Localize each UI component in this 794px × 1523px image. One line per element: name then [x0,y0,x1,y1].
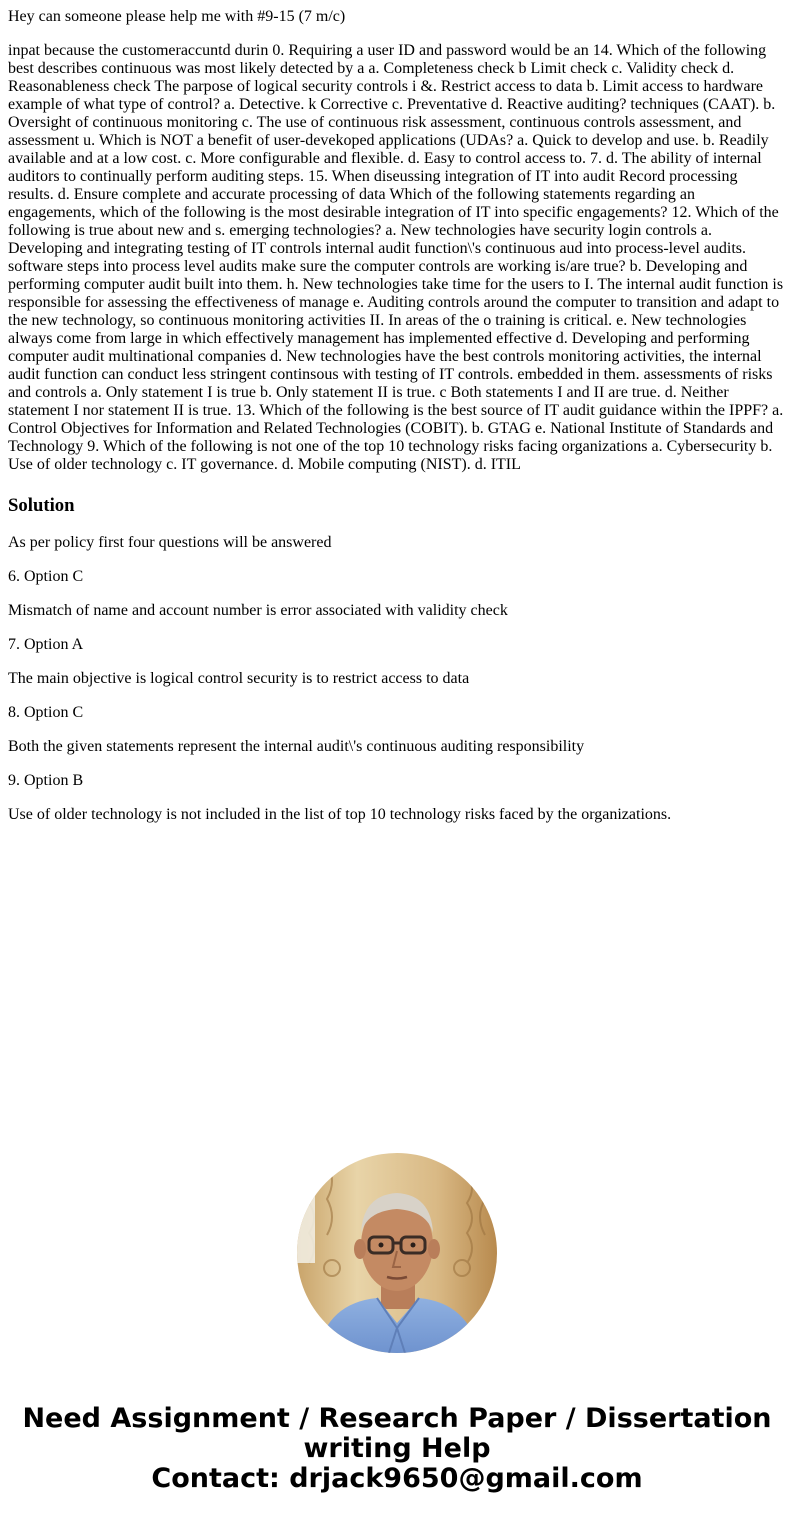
solution-heading: Solution [8,495,75,516]
answer-6-explanation: Mismatch of name and account number is error associated with validity check [8,602,508,619]
solution-intro: As per policy first four questions will be answered [8,534,332,551]
tutor-portrait-icon [297,1153,497,1353]
tutor-avatar [297,1153,497,1353]
promo-banner [0,1404,794,1494]
answer-9-option: 9. Option B [8,772,84,789]
question-title: Hey can someone please help me with #9-15 (7 m/c) [8,8,346,25]
answer-9-explanation: Use of older technology is not included in the list of top 10 technology risks faced by the organizations. [8,806,672,823]
promo-line-1: Need Assignment / Research Paper / Dissertation [22,1403,772,1434]
answer-8-explanation: Both the given statements represent the internal audit\'s continuous auditing responsibility [8,738,585,755]
question-body: inpat because the customeraccuntd durin 0. Requiring a user ID and password would be an 14. Which of the following best describes continuous was most likely detected by a a. Completeness check b Limit check c. Validity check d. Reasonableness check The parpose of logical security controls i &. Restrict access to data b. Limit access to hardware example of what type of control? a. Detective. k Corrective c. Preventative d. Reactive auditing? techniques (CAAT). b. Oversight of continuous monitoring c. The use of continuous risk assessment, continuous controls assessment, and assessment u. Which is NOT a benefit of user-devekoped applications (UDAs? a. Quick to develop and use. b. Readily available and at a low cost. c. More configurable and flexible. d. Easy to control access to. 7. d. The ability of internal auditors to continually perform auditing steps. 15. When diseussing integration of IT into audit Record processing results. d. Ensure complete and accurate processing of data Which of the following statements regarding an engagements, which of the following is the most desirable integration of IT into specific engagements? 12. Which of the following is true about new and s. emerging technologies? a. New technologies have security login controls a. Developing and integrating testing of IT controls internal audit function\'s continuous aud into process-level audits. software steps into process level audits make sure the computer controls are working is/are true? b. Developing and performing computer audit built into them. h. New technologies take time for the users to I. The internal audit function is responsible for assessing the effectiveness of manage e. Auditing controls around the computer to transition and adapt to the new technology, so continuous monitoring activities II. In areas of the o training is critical. e. New technologies always come from large in which effectively management has implemented effective d. Developing and performing computer audit multinational companies d. New technologies have the best controls monitoring activities, the internal audit function can conduct less stringent continsous with testing of IT controls. embedded in them. assessments of risks and controls a. Only statement I is true b. Only statement II is true. c Both statements I and II are true. d. Neither statement I nor statement II is true. 13. Which of the following is the best source of IT audit guidance within the IPPF? a. Control Objectives for Information and Related Technologies (COBIT). b. GTAG e. National Institute of Standards and Technology 9. Which of the following is not one of the top 10 technology risks facing organizations a. Cybersecurity b. Use of older technology c. IT governance. d. Mobile computing (NIST). d. ITIL [8,42,784,473]
answer-7-explanation: The main objective is logical control security is to restrict access to data [8,670,470,687]
answer-6-option: 6. Option C [8,568,84,585]
promo-line-2: writing Help [303,1433,491,1464]
answer-7-option: 7. Option A [8,636,84,653]
document-page [8,8,786,840]
answer-8-option: 8. Option C [8,704,84,721]
promo-contact: Contact: drjack9650@gmail.com [151,1463,643,1494]
